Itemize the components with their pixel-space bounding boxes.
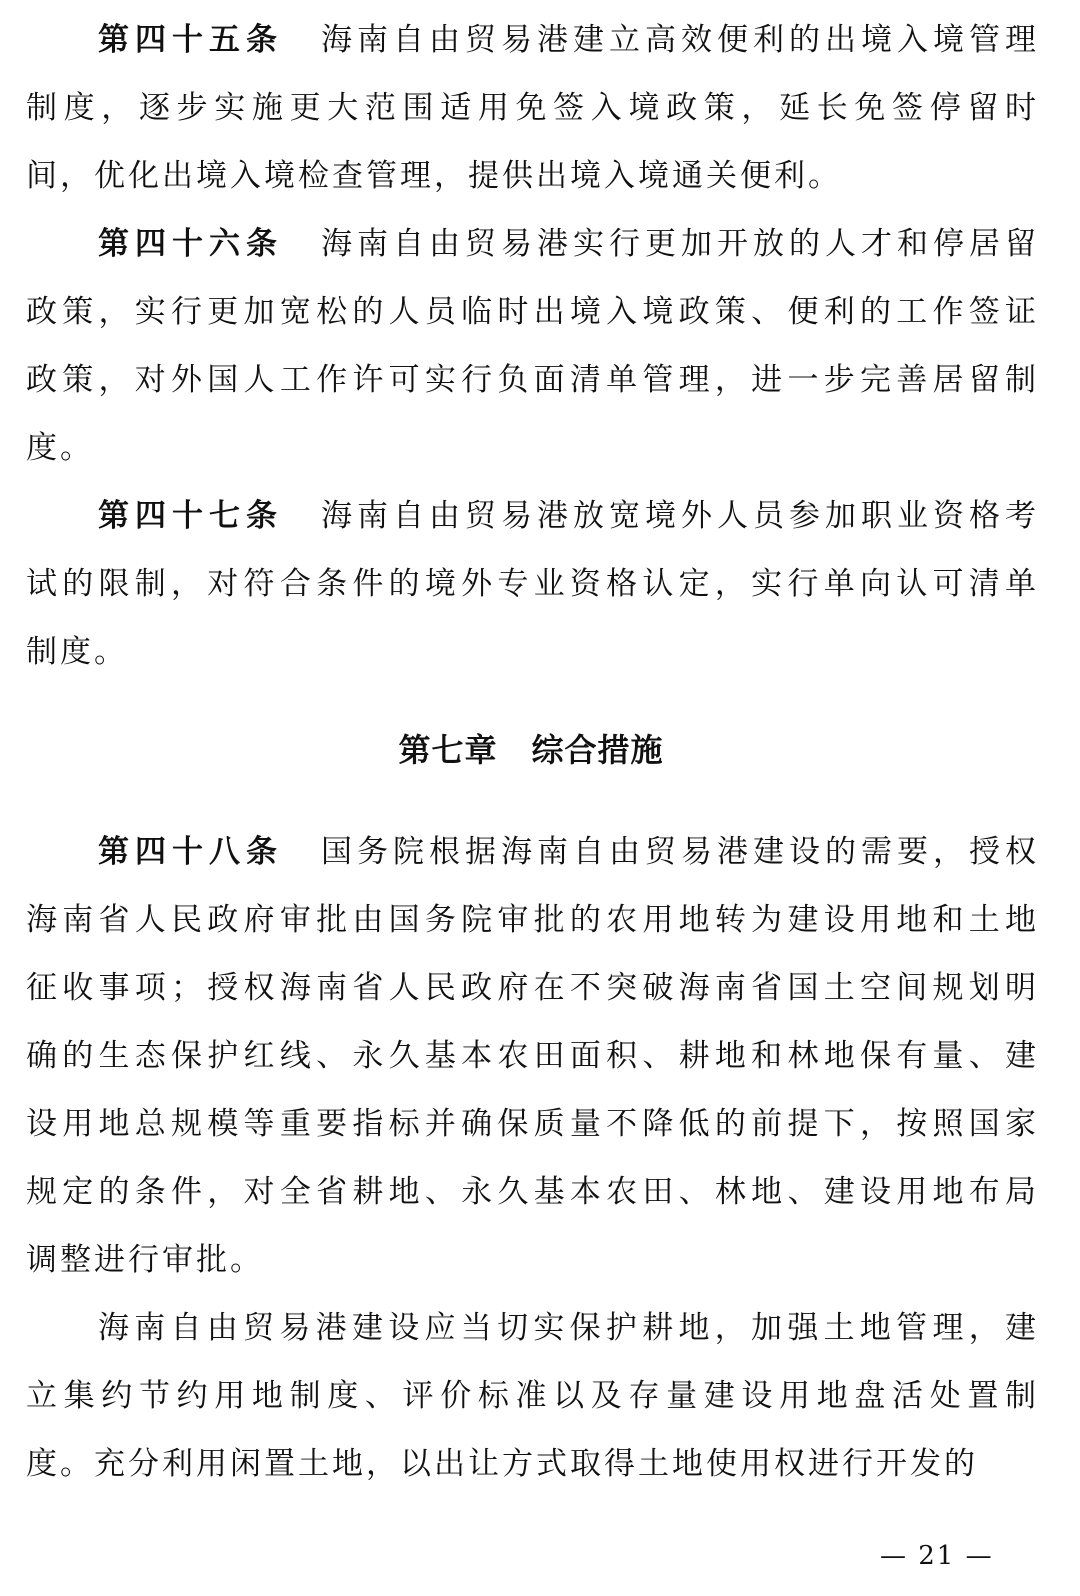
line-text: 海南自由贸易港建立高效便利的出境入境管理 — [321, 22, 1036, 58]
line-text: 制度，逐步实施更大范围适用免签入境政策，延长免签停留时 — [26, 90, 1036, 126]
text-line — [26, 278, 1036, 346]
text-line — [26, 1158, 1036, 1226]
text-line — [26, 482, 1036, 550]
paragraph — [26, 6, 1036, 210]
text-line — [26, 346, 1036, 414]
paragraph — [26, 1294, 1036, 1498]
paragraph — [26, 818, 1036, 1294]
line-text: 度。 — [26, 430, 94, 466]
line-text: 政策，对外国人工作许可实行负面清单管理，进一步完善居留制 — [26, 362, 1036, 398]
line-text: 海南自由贸易港建设应当切实保护耕地，加强土地管理，建 — [98, 1310, 1036, 1346]
line-text: 规定的条件，对全省耕地、永久基本农田、林地、建设用地布局 — [26, 1174, 1036, 1210]
text-line — [26, 74, 1036, 142]
line-text: 海南省人民政府审批由国务院审批的农用地转为建设用地和土地 — [26, 902, 1036, 938]
text-line — [26, 142, 1036, 210]
line-text: 立集约节约用地制度、评价标准以及存量建设用地盘活处置制 — [26, 1378, 1036, 1414]
text-line — [26, 1362, 1036, 1430]
document-page — [26, 6, 1036, 1498]
text-line — [26, 550, 1036, 618]
line-text: 海南自由贸易港放宽境外人员参加职业资格考 — [321, 498, 1036, 534]
text-line — [26, 1090, 1036, 1158]
text-line — [26, 210, 1036, 278]
article-label: 第四十六条 — [98, 226, 283, 262]
line-text: 制度。 — [26, 634, 128, 670]
page-number: — 21 — — [880, 1541, 994, 1571]
article-label: 第四十八条 — [98, 834, 283, 870]
text-line — [26, 1294, 1036, 1362]
line-text: 征收事项；授权海南省人民政府在不突破海南省国土空间规划明 — [26, 970, 1036, 1006]
chapter-number: 第七章 — [398, 731, 498, 769]
line-text: 调整进行审批。 — [26, 1242, 264, 1278]
chapter-heading — [26, 716, 1036, 784]
paragraph — [26, 210, 1036, 482]
text-line — [26, 6, 1036, 74]
chapter-title: 综合措施 — [531, 731, 664, 769]
line-text: 国务院根据海南自由贸易港建设的需要，授权 — [321, 834, 1036, 870]
paragraph — [26, 482, 1036, 686]
line-text: 间，优化出境入境检查管理，提供出境入境通关便利。 — [26, 158, 842, 194]
line-text: 确的生态保护红线、永久基本农田面积、耕地和林地保有量、建 — [26, 1038, 1036, 1074]
text-line — [26, 1430, 1036, 1498]
text-line — [26, 1226, 1036, 1294]
text-line — [26, 954, 1036, 1022]
article-label: 第四十五条 — [98, 22, 283, 58]
line-text: 度。充分利用闲置土地，以出让方式取得土地使用权进行开发的 — [26, 1446, 978, 1482]
line-text: 政策，实行更加宽松的人员临时出境入境政策、便利的工作签证 — [26, 294, 1036, 330]
line-text: 试的限制，对符合条件的境外专业资格认定，实行单向认可清单 — [26, 566, 1036, 602]
text-line — [26, 414, 1036, 482]
line-text: 设用地总规模等重要指标并确保质量不降低的前提下，按照国家 — [26, 1106, 1036, 1142]
section-articles-45-47 — [26, 6, 1036, 686]
text-line — [26, 886, 1036, 954]
line-text: 海南自由贸易港实行更加开放的人才和停居留 — [321, 226, 1036, 262]
article-label: 第四十七条 — [98, 498, 283, 534]
section-article-48 — [26, 818, 1036, 1498]
text-line — [26, 1022, 1036, 1090]
text-line — [26, 818, 1036, 886]
text-line — [26, 618, 1036, 686]
